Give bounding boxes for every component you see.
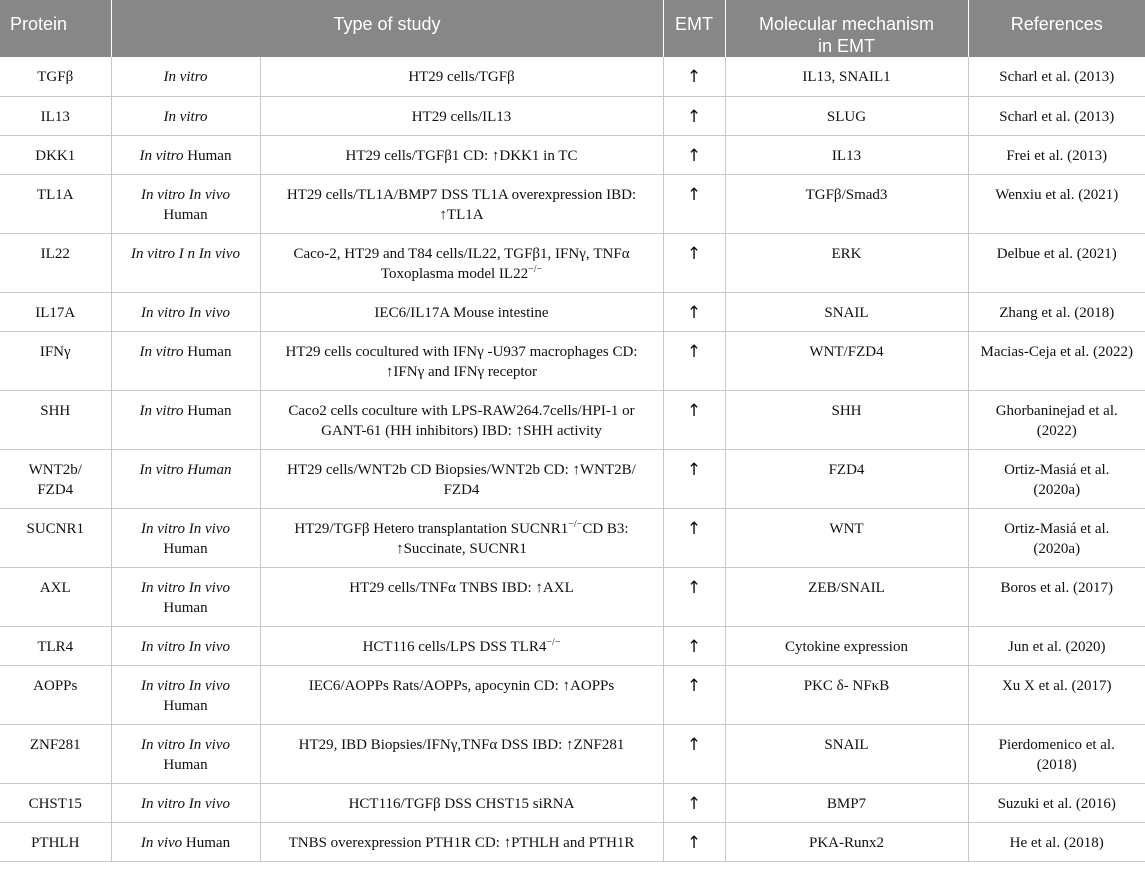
cell-protein: IFNγ <box>0 331 111 390</box>
cell-reference <box>968 508 1145 567</box>
cell-study <box>260 390 663 449</box>
study-type-italic: In vitro <box>139 147 184 164</box>
study-line1: HT29/TGFβ Hetero transplantation SUCNR1 <box>294 520 569 537</box>
cell-study-type <box>111 292 260 331</box>
cell-reference <box>968 390 1145 449</box>
header-molecular-mechanism <box>725 0 968 57</box>
cell-mechanism: TGFβ/Smad3 <box>725 174 968 233</box>
cell-protein: IL17A <box>0 292 111 331</box>
cell-study: HT29 cells/TGFβ <box>260 57 663 96</box>
cell-reference: Suzuki et al. (2016) <box>968 783 1145 822</box>
cell-study <box>260 508 663 567</box>
study-line2: Toxoplasma model IL22 <box>380 265 529 282</box>
study-superscript: −/− <box>546 636 561 648</box>
study-type-italic: In vitro <box>163 108 208 125</box>
cell-mechanism: WNT <box>725 508 968 567</box>
table-row <box>0 665 1145 724</box>
study-type-italic: In vitro I n In vivo <box>131 245 240 262</box>
cell-study-type <box>111 626 260 665</box>
cell-mechanism: SLUG <box>725 96 968 135</box>
study-line1: HT29 cells/WNT2b CD Biopsies/WNT2b CD: ↑WNT2B/ <box>287 461 636 478</box>
study-superscript: −/− <box>568 518 583 530</box>
study-type-italic: In vitro In vivo <box>141 304 230 321</box>
study-line2: GANT-61 (HH inhibitors) IBD: ↑SHH activity <box>321 422 602 439</box>
table-row <box>0 233 1145 292</box>
table-row <box>0 822 1145 861</box>
cell-reference <box>968 724 1145 783</box>
cell-study: TNBS overexpression PTH1R CD: ↑PTHLH and PTH1R <box>260 822 663 861</box>
cell-study <box>260 233 663 292</box>
cell-study: HT29 cells/TNFα TNBS IBD: ↑AXL <box>260 567 663 626</box>
cell-mechanism: SHH <box>725 390 968 449</box>
cell-emt-up-arrow: ↑ <box>663 390 725 449</box>
study-line2: ↑Succinate, SUCNR1 <box>396 540 527 557</box>
study-line1: Caco2 cells coculture with LPS-RAW264.7cells/HPI-1 or <box>288 402 635 419</box>
cell-reference: Boros et al. (2017) <box>968 567 1145 626</box>
cell-reference: Xu X et al. (2017) <box>968 665 1145 724</box>
cell-reference: Zhang et al. (2018) <box>968 292 1145 331</box>
table-row <box>0 174 1145 233</box>
cell-reference: Scharl et al. (2013) <box>968 57 1145 96</box>
cell-reference: Delbue et al. (2021) <box>968 233 1145 292</box>
study-type-italic: In vitro In vivo <box>141 579 230 596</box>
table-row <box>0 57 1145 96</box>
study-type-italic: In vitro Human <box>139 461 232 478</box>
cell-study <box>260 174 663 233</box>
cell-reference: He et al. (2018) <box>968 822 1145 861</box>
cell-study-type <box>111 57 260 96</box>
study-type-italic: In vitro In vivo <box>141 638 230 655</box>
reference-line2: (2018) <box>1036 756 1077 773</box>
header-emt: EMT <box>663 0 725 57</box>
table-row <box>0 724 1145 783</box>
study-line1-end: CD B3: <box>582 520 629 537</box>
cell-mechanism: IL13 <box>725 135 968 174</box>
header-row <box>0 0 1145 57</box>
table-row <box>0 626 1145 665</box>
study-superscript: −/− <box>528 263 543 275</box>
cell-protein: PTHLH <box>0 822 111 861</box>
cell-study-type <box>111 449 260 508</box>
cell-study: HT29, IBD Biopsies/IFNγ,TNFα DSS IBD: ↑ZNF281 <box>260 724 663 783</box>
cell-mechanism: FZD4 <box>725 449 968 508</box>
reference-line1: Pierdomenico et al. <box>998 736 1115 753</box>
cell-study-type <box>111 135 260 174</box>
table-row <box>0 135 1145 174</box>
study-type-italic: In vitro In vivo <box>141 795 230 812</box>
cell-emt-up-arrow: ↑ <box>663 783 725 822</box>
cell-study-type <box>111 96 260 135</box>
cell-protein: TGFβ <box>0 57 111 96</box>
study-line1: HCT116 cells/LPS DSS TLR4 <box>362 638 547 655</box>
header-type-of-study: Type of study <box>111 0 663 57</box>
cell-emt-up-arrow: ↑ <box>663 822 725 861</box>
table-row <box>0 567 1145 626</box>
protein-line1: WNT2b/ <box>28 461 82 478</box>
study-type-plain: Human <box>163 697 208 714</box>
cell-emt-up-arrow: ↑ <box>663 626 725 665</box>
study-type-italic: In vitro In vivo <box>141 677 230 694</box>
cell-mechanism: SNAIL <box>725 724 968 783</box>
cell-reference <box>968 449 1145 508</box>
cell-reference: Macias-Ceja et al. (2022) <box>968 331 1145 390</box>
cell-reference: Jun et al. (2020) <box>968 626 1145 665</box>
study-type-italic: In vitro In vivo <box>141 186 230 203</box>
table-row <box>0 783 1145 822</box>
study-type-italic: In vitro <box>139 402 184 419</box>
cell-mechanism: IL13, SNAIL1 <box>725 57 968 96</box>
study-type-plain: Human <box>182 834 231 851</box>
table-header <box>0 0 1145 57</box>
cell-protein: IL13 <box>0 96 111 135</box>
cell-study-type <box>111 822 260 861</box>
reference-line2: (2020a) <box>1033 540 1081 557</box>
table-row <box>0 449 1145 508</box>
cell-mechanism: PKC δ- NFκB <box>725 665 968 724</box>
header-protein: Protein <box>0 0 111 57</box>
cell-study: HT29 cells/TGFβ1 CD: ↑DKK1 in TC <box>260 135 663 174</box>
study-line1: HT29 cells cocultured with IFNγ -U937 macrophages CD: <box>285 343 638 360</box>
cell-mechanism: SNAIL <box>725 292 968 331</box>
study-type-italic: In vitro <box>163 69 208 85</box>
cell-mechanism: PKA-Runx2 <box>725 822 968 861</box>
cell-study-type <box>111 331 260 390</box>
study-type-plain: Human <box>163 599 208 616</box>
cell-mechanism: ZEB/SNAIL <box>725 567 968 626</box>
cell-reference: Frei et al. (2013) <box>968 135 1145 174</box>
cell-study <box>260 626 663 665</box>
cell-protein: SUCNR1 <box>0 508 111 567</box>
cell-protein: TLR4 <box>0 626 111 665</box>
table-row <box>0 292 1145 331</box>
reference-line1: Ortiz-Masiá et al. <box>1004 520 1110 537</box>
study-line1: Caco-2, HT29 and T84 cells/IL22, TGFβ1, IFNγ, TNFα <box>293 245 630 262</box>
study-type-plain: Human <box>163 206 208 223</box>
cell-emt-up-arrow: ↑ <box>663 724 725 783</box>
cell-protein: ZNF281 <box>0 724 111 783</box>
cell-study-type <box>111 390 260 449</box>
reference-line1: Ortiz-Masiá et al. <box>1004 461 1110 478</box>
study-line2: ↑IFNγ and IFNγ receptor <box>385 363 538 380</box>
study-type-italic: In vitro In vivo <box>141 520 230 537</box>
table-row <box>0 508 1145 567</box>
cell-emt-up-arrow: ↑ <box>663 567 725 626</box>
reference-line2: (2020a) <box>1033 481 1081 498</box>
table-row <box>0 96 1145 135</box>
study-line2: FZD4 <box>443 481 480 498</box>
cell-protein: DKK1 <box>0 135 111 174</box>
header-mechanism-line2: in EMT <box>817 36 875 56</box>
study-type-plain: Human <box>183 343 232 360</box>
cell-protein: CHST15 <box>0 783 111 822</box>
cell-reference: Wenxiu et al. (2021) <box>968 174 1145 233</box>
cell-study-type <box>111 665 260 724</box>
cell-emt-up-arrow: ↑ <box>663 174 725 233</box>
study-type-plain: Human <box>183 402 232 419</box>
protein-line2: FZD4 <box>37 481 74 498</box>
study-type-italic: In vitro In vivo <box>141 736 230 753</box>
table-row <box>0 390 1145 449</box>
header-references: References <box>968 0 1145 57</box>
cell-emt-up-arrow: ↑ <box>663 665 725 724</box>
cell-study-type <box>111 567 260 626</box>
study-type-plain: Human <box>163 756 208 773</box>
cell-mechanism: BMP7 <box>725 783 968 822</box>
cell-emt-up-arrow: ↑ <box>663 449 725 508</box>
table-row <box>0 331 1145 390</box>
cell-protein: AXL <box>0 567 111 626</box>
study-type-italic: In vitro <box>139 343 184 360</box>
cell-emt-up-arrow: ↑ <box>663 57 725 96</box>
cell-study-type <box>111 233 260 292</box>
cell-study-type <box>111 783 260 822</box>
study-type-plain: Human <box>183 147 232 164</box>
cell-protein <box>0 449 111 508</box>
cell-protein: TL1A <box>0 174 111 233</box>
cell-mechanism: Cytokine expression <box>725 626 968 665</box>
cell-reference: Scharl et al. (2013) <box>968 96 1145 135</box>
reference-line1: Ghorbaninejad et al. <box>995 402 1118 419</box>
cell-study: HCT116/TGFβ DSS CHST15 siRNA <box>260 783 663 822</box>
study-line1: HT29 cells/TL1A/BMP7 DSS TL1A overexpression IBD: <box>286 186 637 203</box>
cell-protein: SHH <box>0 390 111 449</box>
cell-study <box>260 449 663 508</box>
cell-protein: IL22 <box>0 233 111 292</box>
cell-emt-up-arrow: ↑ <box>663 96 725 135</box>
cell-study-type <box>111 508 260 567</box>
table-body <box>0 57 1145 861</box>
study-type-italic: In vivo <box>140 834 183 851</box>
cell-protein: AOPPs <box>0 665 111 724</box>
cell-study: HT29 cells/IL13 <box>260 96 663 135</box>
cell-emt-up-arrow: ↑ <box>663 233 725 292</box>
cell-study-type <box>111 174 260 233</box>
cell-emt-up-arrow: ↑ <box>663 331 725 390</box>
cell-emt-up-arrow: ↑ <box>663 135 725 174</box>
cell-study: IEC6/IL17A Mouse intestine <box>260 292 663 331</box>
reference-line2: (2022) <box>1036 422 1077 439</box>
cell-study: IEC6/AOPPs Rats/AOPPs, apocynin CD: ↑AOPPs <box>260 665 663 724</box>
cell-study-type <box>111 724 260 783</box>
cell-mechanism: ERK <box>725 233 968 292</box>
cell-mechanism: WNT/FZD4 <box>725 331 968 390</box>
study-type-plain: Human <box>163 540 208 557</box>
cell-study <box>260 331 663 390</box>
header-mechanism-line1: Molecular mechanism <box>758 14 935 34</box>
cell-emt-up-arrow: ↑ <box>663 508 725 567</box>
study-line2: ↑TL1A <box>439 206 484 223</box>
cell-emt-up-arrow: ↑ <box>663 292 725 331</box>
